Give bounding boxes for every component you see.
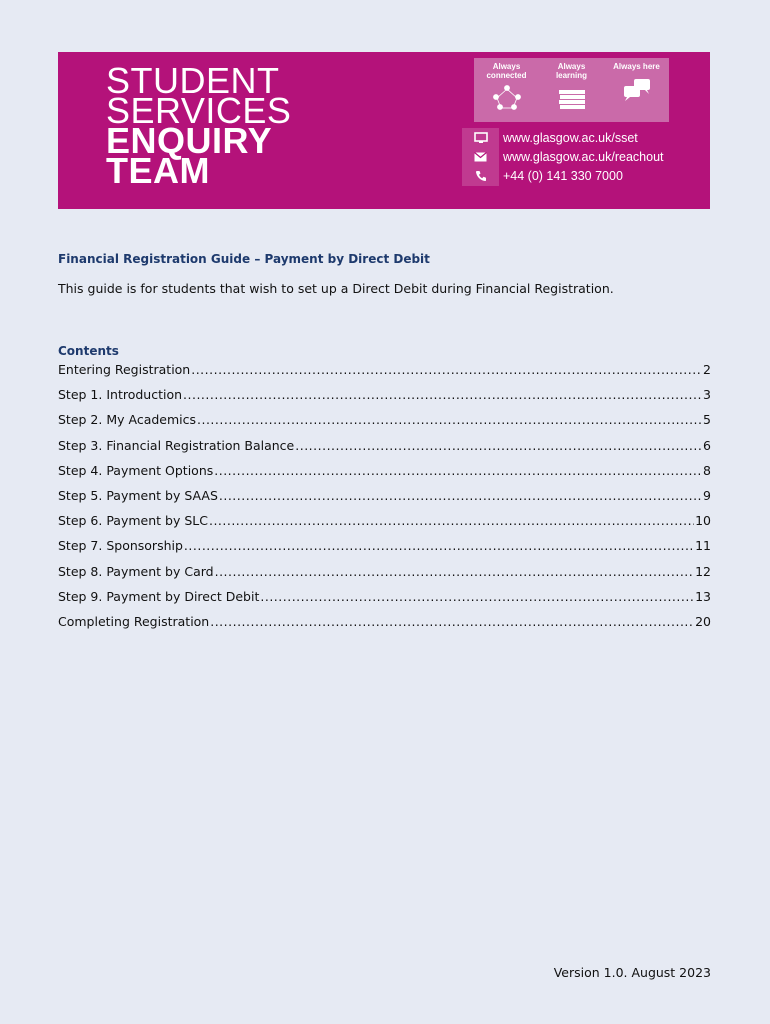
toc-leader — [260, 589, 694, 604]
toc-leader — [197, 412, 702, 427]
toc-leader — [184, 538, 694, 553]
contact-website[interactable] — [462, 128, 638, 148]
badge-label: Always connected — [486, 62, 527, 80]
toc-entry[interactable] — [58, 589, 711, 614]
toc-leader — [215, 564, 695, 579]
badge-panel — [474, 58, 669, 122]
toc-page-number: 20 — [695, 613, 711, 629]
toc-page-number: 5 — [703, 412, 711, 428]
toc-page-number: 9 — [703, 487, 711, 503]
toc-label: Step 4. Payment Options — [58, 462, 214, 478]
toc-label: Step 3. Financial Registration Balance — [58, 437, 295, 453]
toc-entry[interactable] — [58, 387, 711, 412]
version-footer: Version 1.0. August 2023 — [553, 965, 711, 980]
toc-leader — [183, 387, 702, 402]
envelope-icon — [462, 152, 499, 162]
toc-label: Step 1. Introduction — [58, 387, 183, 403]
contact-text: +44 (0) 141 330 7000 — [503, 169, 623, 183]
toc-page-number: 2 — [703, 362, 711, 377]
student-services-logo — [106, 60, 292, 191]
header-banner — [58, 52, 710, 209]
toc-label: Entering Registration — [58, 362, 191, 377]
toc-label: Step 9. Payment by Direct Debit — [58, 588, 260, 604]
chat-bubbles-icon — [621, 75, 653, 103]
toc-label: Completing Registration — [58, 613, 210, 629]
badge-always-here — [608, 62, 666, 122]
toc-leader — [219, 488, 702, 503]
monitor-icon — [462, 132, 499, 144]
toc-page-number: 10 — [695, 513, 711, 529]
logo-line: STUDENT — [106, 60, 280, 101]
badge-always-learning — [543, 62, 601, 122]
network-people-icon — [489, 84, 525, 112]
toc-label: Step 5. Payment by SAAS — [58, 487, 218, 503]
toc-page-number: 8 — [703, 462, 711, 478]
contact-text: www.glasgow.ac.uk/reachout — [503, 150, 664, 164]
contact-reachout[interactable] — [462, 147, 664, 167]
toc-entry[interactable] — [58, 463, 711, 488]
contact-phone[interactable] — [462, 166, 623, 186]
toc-leader — [214, 463, 702, 478]
contents-heading: Contents — [58, 344, 119, 358]
toc-leader — [191, 362, 702, 377]
toc-page-number: 13 — [695, 588, 711, 604]
toc-page-number: 3 — [703, 387, 711, 403]
badge-always-connected — [478, 62, 536, 122]
books-icon — [557, 84, 587, 112]
toc-label: Step 6. Payment by SLC — [58, 513, 208, 529]
toc-label: Step 7. Sponsorship — [58, 538, 183, 554]
toc-label: Step 8. Payment by Card — [58, 563, 214, 579]
toc-entry[interactable] — [58, 412, 711, 437]
toc-entry[interactable] — [58, 438, 711, 463]
toc-entry[interactable] — [58, 362, 711, 387]
toc-page-number: 12 — [695, 563, 711, 579]
toc-entry[interactable] — [58, 538, 711, 563]
phone-icon — [462, 170, 499, 182]
table-of-contents — [58, 362, 711, 639]
toc-leader — [209, 513, 694, 528]
toc-page-number: 6 — [703, 437, 711, 453]
logo-line: TEAM — [106, 150, 210, 191]
toc-page-number: 11 — [695, 538, 711, 554]
toc-leader — [210, 614, 694, 629]
logo-line: ENQUIRY — [106, 120, 273, 161]
toc-entry[interactable] — [58, 564, 711, 589]
badge-label: Always learning — [555, 62, 588, 80]
document-title: Financial Registration Guide – Payment by Direct Debit — [58, 252, 430, 266]
toc-entry[interactable] — [58, 513, 711, 538]
contact-text: www.glasgow.ac.uk/sset — [503, 131, 638, 145]
badge-label: Always here — [613, 62, 660, 71]
toc-entry[interactable] — [58, 614, 711, 639]
toc-leader — [295, 438, 702, 453]
logo-line: SERVICES — [106, 90, 292, 131]
toc-label: Step 2. My Academics — [58, 412, 197, 428]
toc-entry[interactable] — [58, 488, 711, 513]
intro-paragraph: This guide is for students that wish to set up a Direct Debit during Financial Registration. — [58, 281, 614, 296]
